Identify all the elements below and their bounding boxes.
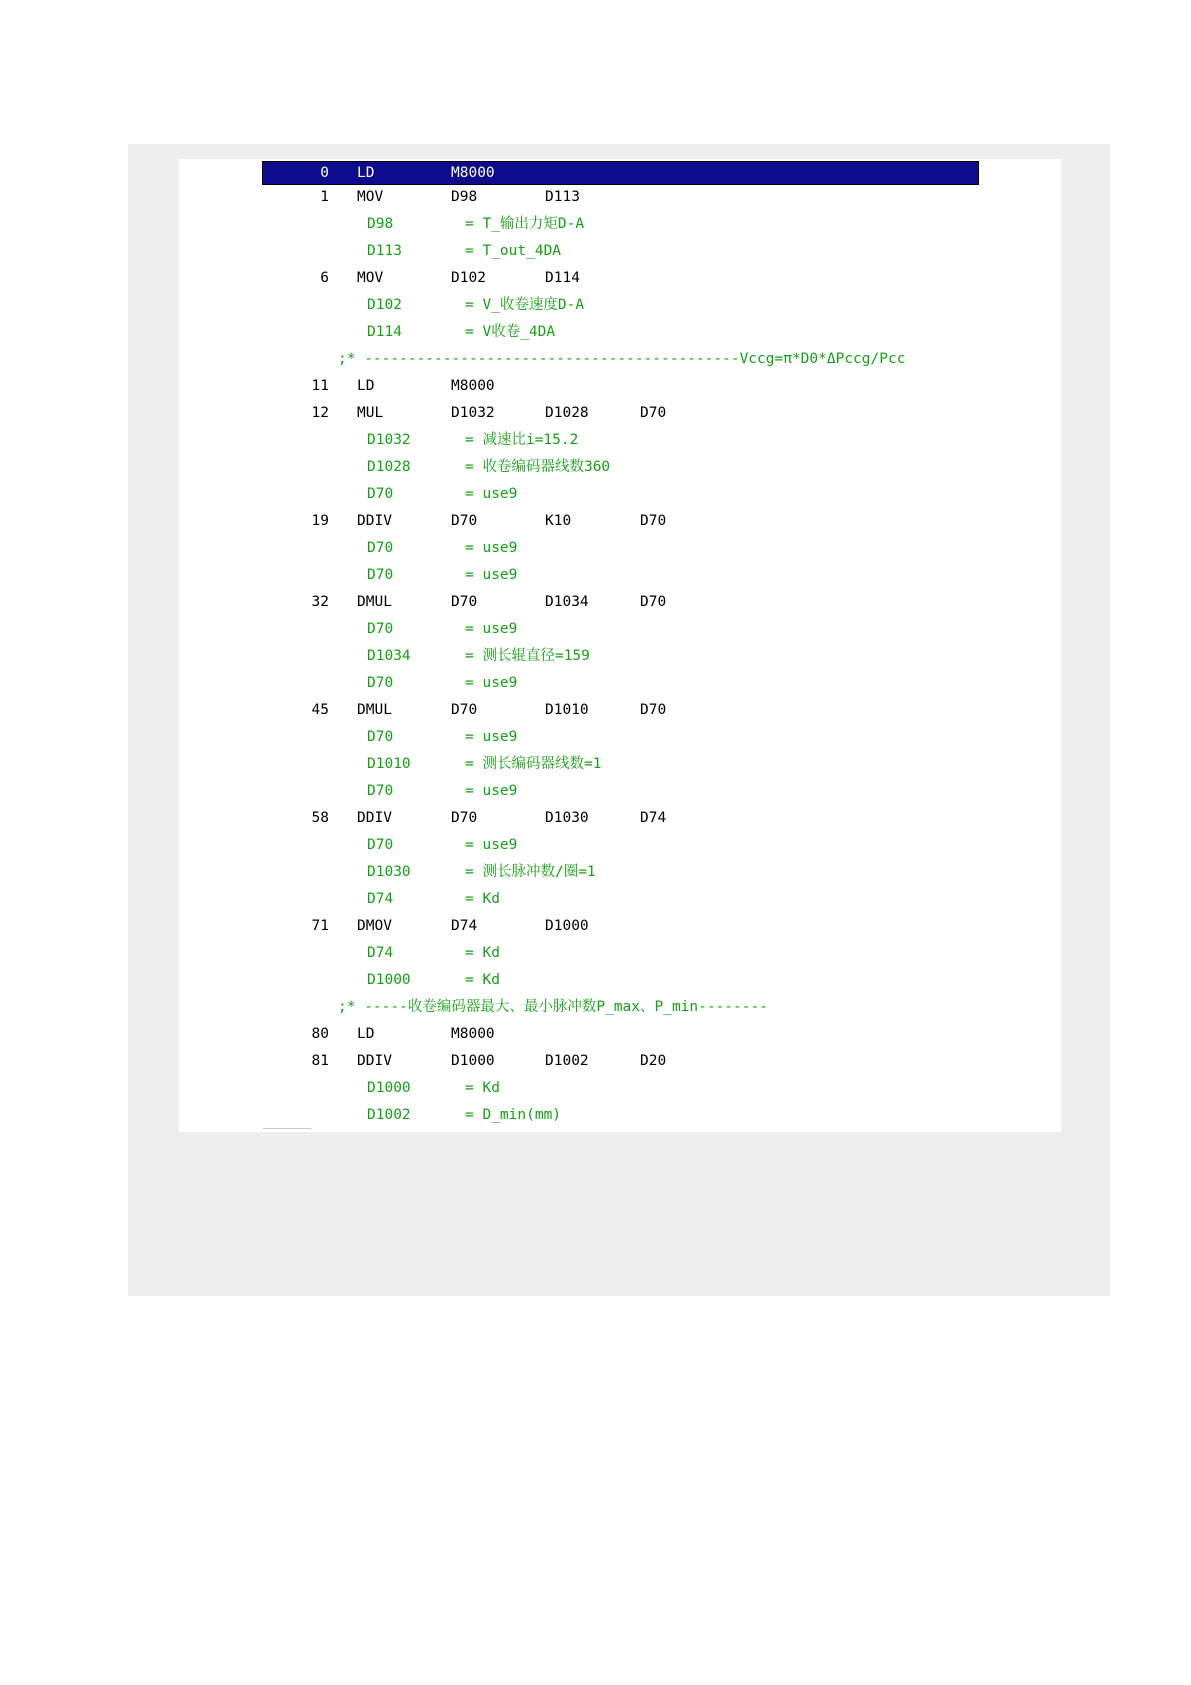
device-comment-row[interactable]	[263, 292, 978, 319]
device-comment-row[interactable]	[263, 832, 978, 859]
operand-2: D1028	[545, 405, 589, 421]
step-number: 32	[311, 594, 329, 610]
device-comment-row[interactable]	[263, 535, 978, 562]
step-number: 45	[311, 702, 329, 718]
device-name: D1028	[367, 459, 411, 475]
instruction-mnemonic: LD	[357, 165, 375, 181]
device-name: D74	[367, 945, 394, 961]
device-name: D70	[367, 621, 394, 637]
step-number: 58	[311, 810, 329, 826]
device-comment: = use9	[465, 486, 518, 502]
instruction-row[interactable]	[263, 913, 978, 940]
device-comment: = use9	[465, 837, 518, 853]
line-comment-text: ;* -------------------------------------------Vccg=π*D0*ΔPccg/Pcc	[338, 351, 906, 367]
operand-3: D70	[640, 594, 667, 610]
operand-1: D70	[451, 513, 478, 529]
device-name: D70	[367, 729, 394, 745]
step-number: 1	[320, 189, 329, 205]
device-comment: = use9	[465, 783, 518, 799]
step-number: 6	[320, 270, 329, 286]
device-name: D114	[367, 324, 402, 340]
operand-1: D1000	[451, 1053, 495, 1069]
step-number: 11	[311, 378, 329, 394]
device-name: D1000	[367, 972, 411, 988]
plc-program-listing	[179, 159, 1061, 1132]
operand-1: M8000	[451, 165, 495, 181]
instruction-mnemonic: DMUL	[357, 702, 392, 718]
operand-1: D98	[451, 189, 478, 205]
comment-line[interactable]	[263, 346, 978, 373]
device-comment: = use9	[465, 621, 518, 637]
instruction-list	[263, 162, 978, 1129]
device-comment-row[interactable]	[263, 643, 978, 670]
device-comment: = use9	[465, 729, 518, 745]
device-name: D1034	[367, 648, 411, 664]
operand-1: D1032	[451, 405, 495, 421]
device-comment: = Kd	[465, 972, 500, 988]
instruction-row[interactable]	[263, 400, 978, 427]
device-comment-row[interactable]	[263, 319, 978, 346]
device-name: D70	[367, 837, 394, 853]
instruction-row[interactable]	[263, 805, 978, 832]
device-name: D113	[367, 243, 402, 259]
device-comment-row[interactable]	[263, 211, 978, 238]
operand-1: D70	[451, 810, 478, 826]
operand-1: M8000	[451, 378, 495, 394]
device-name: D74	[367, 891, 394, 907]
device-comment-row[interactable]	[263, 454, 978, 481]
device-comment: = V_收卷速度D-A	[465, 297, 585, 313]
device-name: D70	[367, 567, 394, 583]
instruction-row[interactable]	[263, 589, 978, 616]
operand-1: D70	[451, 702, 478, 718]
device-comment-row[interactable]	[263, 670, 978, 697]
instruction-row[interactable]	[263, 1021, 978, 1048]
device-name: D1032	[367, 432, 411, 448]
operand-2: D1000	[545, 918, 589, 934]
device-comment: = D_min(mm)	[465, 1107, 562, 1123]
device-name: D70	[367, 783, 394, 799]
instruction-mnemonic: DDIV	[357, 1053, 392, 1069]
device-comment: = 测长编码器线数=1	[465, 756, 602, 772]
device-name: D1010	[367, 756, 411, 772]
device-name: D1000	[367, 1080, 411, 1096]
instruction-mnemonic: DMOV	[357, 918, 392, 934]
instruction-mnemonic: DDIV	[357, 810, 392, 826]
device-name: D98	[367, 216, 394, 232]
scrollbar-hint	[263, 1128, 311, 1131]
device-comment: = 收卷编码器线数360	[465, 459, 611, 475]
comment-line[interactable]	[263, 994, 978, 1021]
device-comment-row[interactable]	[263, 778, 978, 805]
device-comment: = use9	[465, 675, 518, 691]
instruction-mnemonic: DDIV	[357, 513, 392, 529]
instruction-row[interactable]	[263, 373, 978, 400]
step-number: 81	[311, 1053, 329, 1069]
device-comment-row[interactable]	[263, 1102, 978, 1129]
instruction-mnemonic: DMUL	[357, 594, 392, 610]
device-comment-row[interactable]	[263, 427, 978, 454]
operand-1: D102	[451, 270, 486, 286]
instruction-row[interactable]	[263, 184, 978, 211]
line-comment-text: ;* -----收卷编码器最大、最小脉冲数P_max、P_min--------	[338, 999, 768, 1015]
device-comment: = 减速比i=15.2	[465, 432, 579, 448]
device-comment: = Kd	[465, 945, 500, 961]
device-name: D1030	[367, 864, 411, 880]
operand-3: D74	[640, 810, 667, 826]
operand-1: M8000	[451, 1026, 495, 1042]
device-name: D70	[367, 486, 394, 502]
step-number: 19	[311, 513, 329, 529]
operand-3: D20	[640, 1053, 667, 1069]
operand-2: D1034	[545, 594, 589, 610]
instruction-row-selected[interactable]	[263, 162, 978, 184]
instruction-mnemonic: MOV	[357, 270, 384, 286]
device-comment-row[interactable]	[263, 967, 978, 994]
device-comment: = Kd	[465, 891, 500, 907]
operand-3: D70	[640, 405, 667, 421]
instruction-mnemonic: LD	[357, 1026, 375, 1042]
instruction-mnemonic: MUL	[357, 405, 384, 421]
device-comment-row[interactable]	[263, 724, 978, 751]
instruction-row[interactable]	[263, 697, 978, 724]
device-comment-row[interactable]	[263, 562, 978, 589]
device-comment: = 测长脉冲数/圈=1	[465, 864, 596, 880]
device-comment: = use9	[465, 540, 518, 556]
device-comment-row[interactable]	[263, 481, 978, 508]
operand-2: D1002	[545, 1053, 589, 1069]
device-comment-row[interactable]	[263, 238, 978, 265]
operand-3: D70	[640, 513, 667, 529]
device-comment-row[interactable]	[263, 886, 978, 913]
device-comment: = 测长辊直径=159	[465, 648, 590, 664]
device-comment: = V收卷_4DA	[465, 324, 556, 340]
device-name: D102	[367, 297, 402, 313]
device-name: D1002	[367, 1107, 411, 1123]
instruction-row[interactable]	[263, 1048, 978, 1075]
device-comment: = Kd	[465, 1080, 500, 1096]
device-name: D70	[367, 675, 394, 691]
device-comment-row[interactable]	[263, 940, 978, 967]
instruction-mnemonic: MOV	[357, 189, 384, 205]
operand-2: K10	[545, 513, 572, 529]
step-number: 71	[311, 918, 329, 934]
operand-2: D1030	[545, 810, 589, 826]
device-comment-row[interactable]	[263, 616, 978, 643]
step-number: 80	[311, 1026, 329, 1042]
device-comment-row[interactable]	[263, 859, 978, 886]
operand-1: D70	[451, 594, 478, 610]
device-comment: = T_out_4DA	[465, 243, 562, 259]
device-comment-row[interactable]	[263, 751, 978, 778]
operand-3: D70	[640, 702, 667, 718]
instruction-row[interactable]	[263, 265, 978, 292]
device-name: D70	[367, 540, 394, 556]
step-number: 12	[311, 405, 329, 421]
operand-2: D114	[545, 270, 580, 286]
step-number: 0	[320, 165, 329, 181]
operand-1: D74	[451, 918, 478, 934]
device-comment-row[interactable]	[263, 1075, 978, 1102]
operand-2: D113	[545, 189, 580, 205]
device-comment: = use9	[465, 567, 518, 583]
instruction-row[interactable]	[263, 508, 978, 535]
instruction-mnemonic: LD	[357, 378, 375, 394]
operand-2: D1010	[545, 702, 589, 718]
device-comment: = T_输出力矩D-A	[465, 216, 585, 232]
